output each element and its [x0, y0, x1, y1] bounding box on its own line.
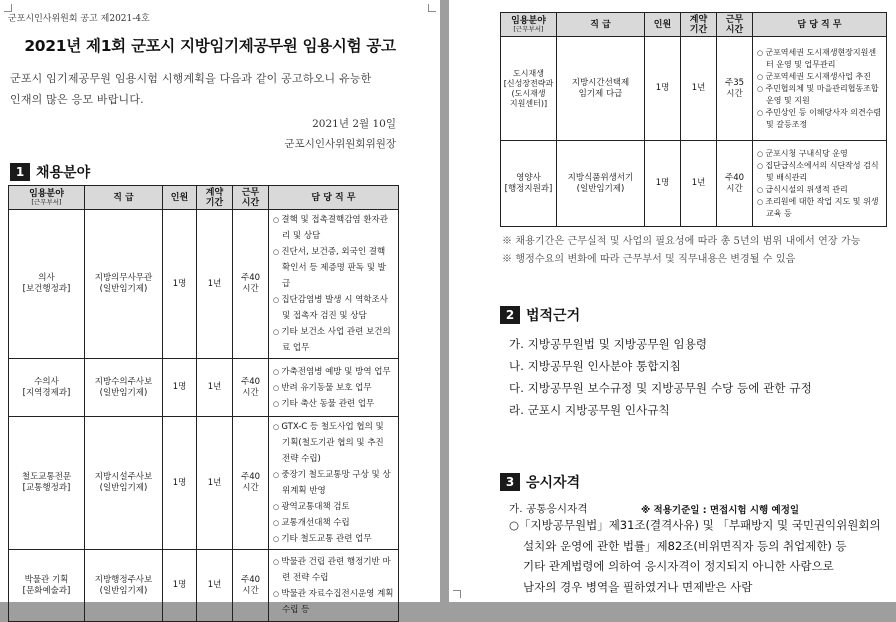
qualification-common: 가. 공통응시자격 [509, 503, 588, 515]
table-row [9, 210, 399, 359]
section-title: 응시자격 [526, 475, 581, 491]
qualification-line: 설치와 운영에 관한 법률」제82조(비위면직자 등의 취업제한) 등 [523, 538, 847, 553]
qualification-line: 남자의 경우 병역을 필하였거나 면제받은 사람 [523, 579, 753, 594]
table-row [501, 141, 887, 227]
duty-item: ○ 진단서, 보건증, 외국인 결핵 확인서 등 제증명 판독 및 발급 [273, 244, 394, 292]
header-field: 임용분야 [근무부서] [501, 13, 557, 37]
duties-cell [753, 37, 887, 141]
recruitment-table-continued [500, 12, 887, 227]
duty-item: ○ 반려 유기동물 보호 업무 [273, 380, 394, 396]
term-cell: 1년 [197, 417, 233, 550]
position-cell: 지방의무사무관 (일반임기제) [85, 210, 163, 359]
duty-item: ○ 가축전염병 예방 및 방역 업무 [273, 364, 394, 380]
header-duties: 담 당 직 무 [269, 186, 399, 210]
term-cell: 1년 [197, 550, 233, 622]
duty-item: ○ 급식시설의 위생적 관리 [757, 184, 882, 196]
position-cell: 지방시간선택제 임기제 다급 [557, 37, 645, 141]
table-header-row [9, 186, 399, 210]
table-row [9, 417, 399, 550]
header-hours: 근무 시간 [717, 13, 753, 37]
duties-cell [269, 550, 399, 622]
table-row [501, 37, 887, 141]
header-hours: 근무 시간 [233, 186, 269, 210]
law-item: 가. 지방공무원법 및 지방공무원 임용령 [509, 337, 708, 351]
duty-item: ○ 조리원에 대한 작업 지도 및 위생교육 등 [757, 196, 882, 220]
duty-item: ○ 기타 철도교통 관련 업무 [273, 531, 394, 547]
qualification-paragraph [509, 515, 894, 597]
count-cell: 1명 [163, 210, 197, 359]
duty-item: ○ 군포역세권 도시재생사업 추진 [757, 71, 882, 83]
duty-item: ○ GTX-C 등 철도사업 협의 및 기획(철도기관 협의 및 추진 전략 수립) [273, 419, 394, 467]
term-cell: 1년 [197, 359, 233, 417]
position-cell: 지방식품위생서기 (일반임기제) [557, 141, 645, 227]
qualification-line: ○「지방공무원법」제31조(결격사유) 및 「부패방지 및 국민권익위원회의 [509, 518, 881, 532]
page-corner-mark [428, 4, 436, 12]
header-count: 인원 [163, 186, 197, 210]
duty-item: ○ 집단급식소에서의 식단작성 검식 및 배식관리 [757, 160, 882, 184]
duty-item: ○ 교통개선대책 수립 [273, 515, 394, 531]
issuer-name: 군포시인사위원회위원장 [284, 138, 396, 150]
duty-item: ○ 광역교통대책 검토 [273, 499, 394, 515]
section-heading [10, 162, 90, 182]
hours-cell: 주40 시간 [233, 359, 269, 417]
duty-item: ○ 군포역세권 도시재생현장지원센터 운영 및 업무관리 [757, 47, 882, 71]
header-contract: 계약 기간 [197, 186, 233, 210]
duty-item: ○ 기타 보건소 사업 관련 보건의료 업무 [273, 324, 394, 356]
section-number: 2 [500, 306, 520, 324]
recruitment-table [8, 185, 399, 622]
section-heading [500, 305, 580, 325]
qualification-note: ※ 적용기준일 : 면접시험 시행 예정일 [641, 505, 800, 516]
duties-cell [753, 141, 887, 227]
header-duties: 담 당 직 무 [753, 13, 887, 37]
qualification-line: 기타 관계법령에 의하여 응시자격이 정지되지 아니한 사람으로 [523, 559, 834, 573]
header-position: 직 급 [85, 186, 163, 210]
count-cell: 1명 [645, 37, 681, 141]
notice-date: 2021년 2월 10일 [312, 118, 396, 130]
duty-item: ○ 박물관 자료수집전시운영 계획 수립 등 [273, 586, 394, 618]
header-position: 직 급 [557, 13, 645, 37]
hours-cell: 주35 시간 [717, 37, 753, 141]
duty-item: ○ 주민상인 등 이해당사자 의견수렴 및 갈등조정 [757, 107, 882, 131]
duty-item: ○ 중장기 철도교통망 구상 및 상위계획 반영 [273, 467, 394, 499]
duty-item: ○ 박물관 건립 관련 행정기반 마련 전략 수립 [273, 554, 394, 586]
count-cell: 1명 [163, 550, 197, 622]
table-header-row [501, 13, 887, 37]
field-cell: 박물관 기획 [문화예술과] [9, 550, 85, 622]
header-field: 임용분야 [근무부서] [9, 186, 85, 210]
count-cell: 1명 [163, 359, 197, 417]
position-cell: 지방수의주사보 (일반임기제) [85, 359, 163, 417]
law-item: 라. 군포시 지방공무원 인사규칙 [509, 403, 670, 417]
hours-cell: 주40 시간 [233, 210, 269, 359]
hours-cell: 주40 시간 [233, 550, 269, 622]
position-cell: 지방시설주사보 (일반임기제) [85, 417, 163, 550]
page-corner-mark [453, 590, 461, 598]
document-title: 2021년 제1회 군포시 지방임기제공무원 임용시험 공고 [24, 37, 396, 55]
duty-item: ○ 군포시청 구내식당 운영 [757, 148, 882, 160]
duty-item: ○ 주민협의체 및 마을관리협동조합 운영 및 지원 [757, 83, 882, 107]
term-cell: 1년 [681, 141, 717, 227]
table-row [9, 359, 399, 417]
section-title: 채용분야 [36, 165, 91, 181]
count-cell: 1명 [645, 141, 681, 227]
table-note: ※ 행정수요의 변화에 따라 근무부서 및 직무내용은 변경될 수 있음 [502, 254, 796, 265]
duties-cell [269, 417, 399, 550]
section-number: 3 [500, 473, 520, 491]
field-cell: 철도교통전문 [교통행정과] [9, 417, 85, 550]
law-item: 다. 지방공무원 보수규정 및 지방공무원 수당 등에 관한 규정 [509, 381, 812, 395]
duties-cell [269, 359, 399, 417]
intro-line: 인재의 많은 응모 바랍니다. [10, 93, 144, 106]
section-number: 1 [10, 163, 30, 181]
duties-cell [269, 210, 399, 359]
hours-cell: 주40 시간 [233, 417, 269, 550]
count-cell: 1명 [163, 417, 197, 550]
term-cell: 1년 [681, 37, 717, 141]
field-cell: 수의사 [지역경제과] [9, 359, 85, 417]
field-cell: 도시재생 [신성장전략과 (도시재생 지원센터)] [501, 37, 557, 141]
document-page-right [449, 0, 896, 602]
section-title: 법적근거 [526, 308, 581, 324]
table-note: ※ 채용기간은 근무실적 및 사업의 필요성에 따라 총 5년의 범위 내에서 연장 가능 [502, 236, 861, 247]
intro-line: 군포시 임기제공무원 임용시험 시행계획을 다음과 같이 공고하오니 유능한 [10, 72, 372, 85]
hours-cell: 주40 시간 [717, 141, 753, 227]
document-page-left [0, 0, 440, 615]
term-cell: 1년 [197, 210, 233, 359]
duty-item: ○ 집단감염병 발생 시 역학조사 및 접촉자 검진 및 상담 [273, 292, 394, 324]
duty-item: ○ 결핵 및 접촉결핵감염 환자관리 및 상담 [273, 212, 394, 244]
table-row [9, 550, 399, 622]
notice-number: 군포시인사위원회 공고 제2021-4호 [8, 14, 150, 24]
header-contract: 계약 기간 [681, 13, 717, 37]
duty-item: ○ 기타 축산 동물 관련 업무 [273, 396, 394, 412]
header-count: 인원 [645, 13, 681, 37]
field-cell: 의사 [보건행정과] [9, 210, 85, 359]
section-heading [500, 472, 580, 492]
position-cell: 지방행정주사보 (일반임기제) [85, 550, 163, 622]
intro-paragraph [10, 68, 400, 110]
field-cell: 영양사 [행정지원과] [501, 141, 557, 227]
law-item: 나. 지방공무원 인사분야 통합지침 [509, 359, 681, 373]
